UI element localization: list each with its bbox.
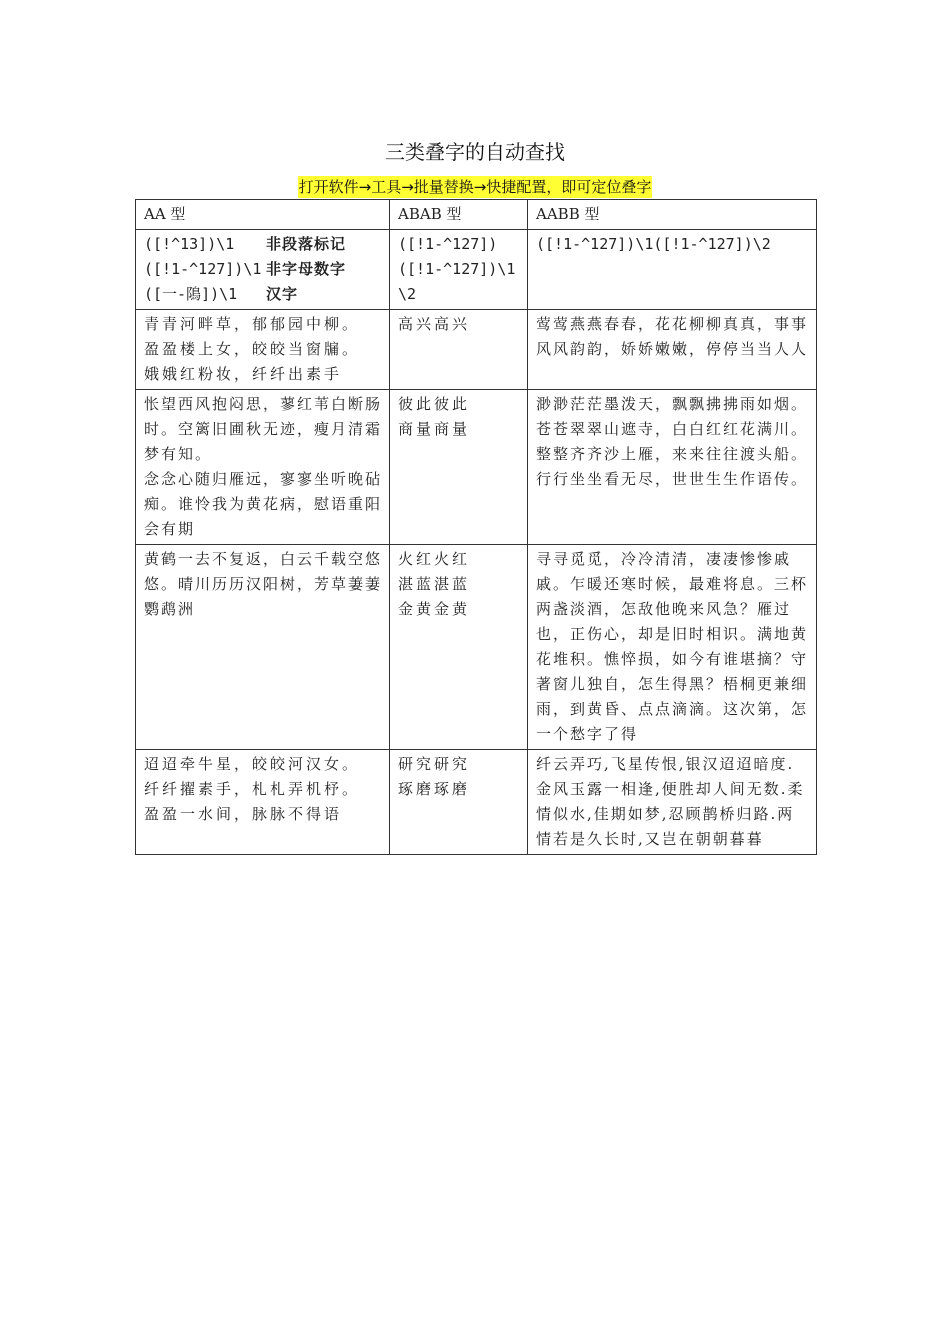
header-aabb: AABB 型: [528, 200, 817, 230]
table-header-row: [136, 200, 817, 230]
example-phrase: 火红火红: [398, 550, 471, 568]
regex-row: [136, 230, 817, 310]
regex-line: [144, 232, 383, 257]
aa-example-cell: [136, 390, 390, 545]
regex-abab-cell: ([!1-^127])([!1-^127])\1\2: [390, 230, 528, 310]
abab-example-cell: [390, 390, 528, 545]
poem-paragraph: 怅望西风抱闷思，蓼红苇白断肠时。空篱旧圃秋无迹，瘦月清霜梦有知。: [144, 395, 383, 463]
subtitle-container: [0, 176, 950, 198]
example-phrase: 湛蓝湛蓝: [398, 575, 471, 593]
regex-code: ([!1-^127])\1: [144, 260, 262, 278]
abab-example-cell: [390, 750, 528, 855]
aa-example-cell: 黄鹤一去不复返，白云千载空悠悠。晴川历历汉阳树，芳草萋萋鹦鹉洲: [136, 545, 390, 750]
poem-line: 迢迢牵牛星，皎皎河汉女。: [144, 755, 361, 773]
regex-desc: 非字母数字: [266, 260, 347, 278]
aa-example-cell: [136, 750, 390, 855]
page-title: 三类叠字的自动查找: [385, 140, 565, 164]
table-row: [136, 310, 817, 390]
example-phrase: 琢磨琢磨: [398, 780, 471, 798]
abab-example-cell: [390, 545, 528, 750]
regex-desc: 汉字: [266, 285, 299, 303]
example-phrase: 商量商量: [398, 420, 471, 438]
poem-paragraph: 整整齐齐沙上雁，来来往往渡头船。行行坐坐看无尽，世世生生作语传。: [536, 445, 809, 488]
poem-line: 盈盈楼上女，皎皎当窗牖。: [144, 340, 361, 358]
poem-line: 娥娥红粉妆，纤纤出素手: [144, 365, 343, 383]
header-abab: ABAB 型: [390, 200, 528, 230]
highlighted-instruction: 打开软件→工具→批量替换→快捷配置，即可定位叠字: [298, 178, 652, 196]
regex-line: [144, 282, 383, 307]
poem-line: 盈盈一水间，脉脉不得语: [144, 805, 343, 823]
aabb-example-cell: [528, 390, 817, 545]
example-phrase: 金黄金黄: [398, 600, 471, 618]
table-row: [136, 750, 817, 855]
regex-line: [144, 257, 383, 282]
example-phrase: 彼此彼此: [398, 395, 471, 413]
poem-line: 青青河畔草，郁郁园中柳。: [144, 315, 361, 333]
regex-code: ([一-隝])\1: [144, 285, 238, 303]
example-phrase: 高兴高兴: [398, 315, 471, 333]
poem-paragraph: 渺渺茫茫墨泼天，飘飘拂拂雨如烟。苍苍翠翠山遮寺，白白红红花满川。: [536, 395, 809, 438]
poem-line: 纤纤擢素手，札札弄机杼。: [144, 780, 361, 798]
aa-example-cell: [136, 310, 390, 390]
example-phrase: 研究研究: [398, 755, 471, 773]
abab-example-cell: [390, 310, 528, 390]
poem-paragraph: 念念心随归雁远，寥寥坐听晚砧痴。谁怜我为黄花病，慰语重阳会有期: [144, 470, 383, 538]
regex-desc: 非段落标记: [266, 235, 347, 253]
regex-code: ([!^13])\1: [144, 235, 235, 253]
aabb-example-cell: 莺莺燕燕春春，花花柳柳真真，事事风风韵韵，娇娇嫩嫩，停停当当人人: [528, 310, 817, 390]
regex-aabb-cell: ([!1-^127])\1([!1-^127])\2: [528, 230, 817, 310]
aabb-example-cell: 寻寻觅觅，冷冷清清，凄凄惨惨戚戚。乍暖还寒时候，最难将息。三杯两盏淡酒，怎敌他晚来风急？雁过也，正伤心，却是旧时相识。满地黄花堆积。憔悴损，如今有谁堪摘？守著窗儿独自，怎生得黑？梧桐更兼细雨，到黄昏、点点滴滴。这次第，怎一个愁字了得: [528, 545, 817, 750]
table-row: [136, 390, 817, 545]
header-aa: AA 型: [136, 200, 390, 230]
table-row: [136, 545, 817, 750]
aabb-example-cell: 纤云弄巧,飞星传恨,银汉迢迢暗度.金风玉露一相逢,便胜却人间无数.柔情似水,佳期如梦,忍顾鹊桥归路.两情若是久长时,又岂在朝朝暮暮: [528, 750, 817, 855]
regex-aa-cell: [136, 230, 390, 310]
overlap-chars-table: [135, 199, 817, 855]
